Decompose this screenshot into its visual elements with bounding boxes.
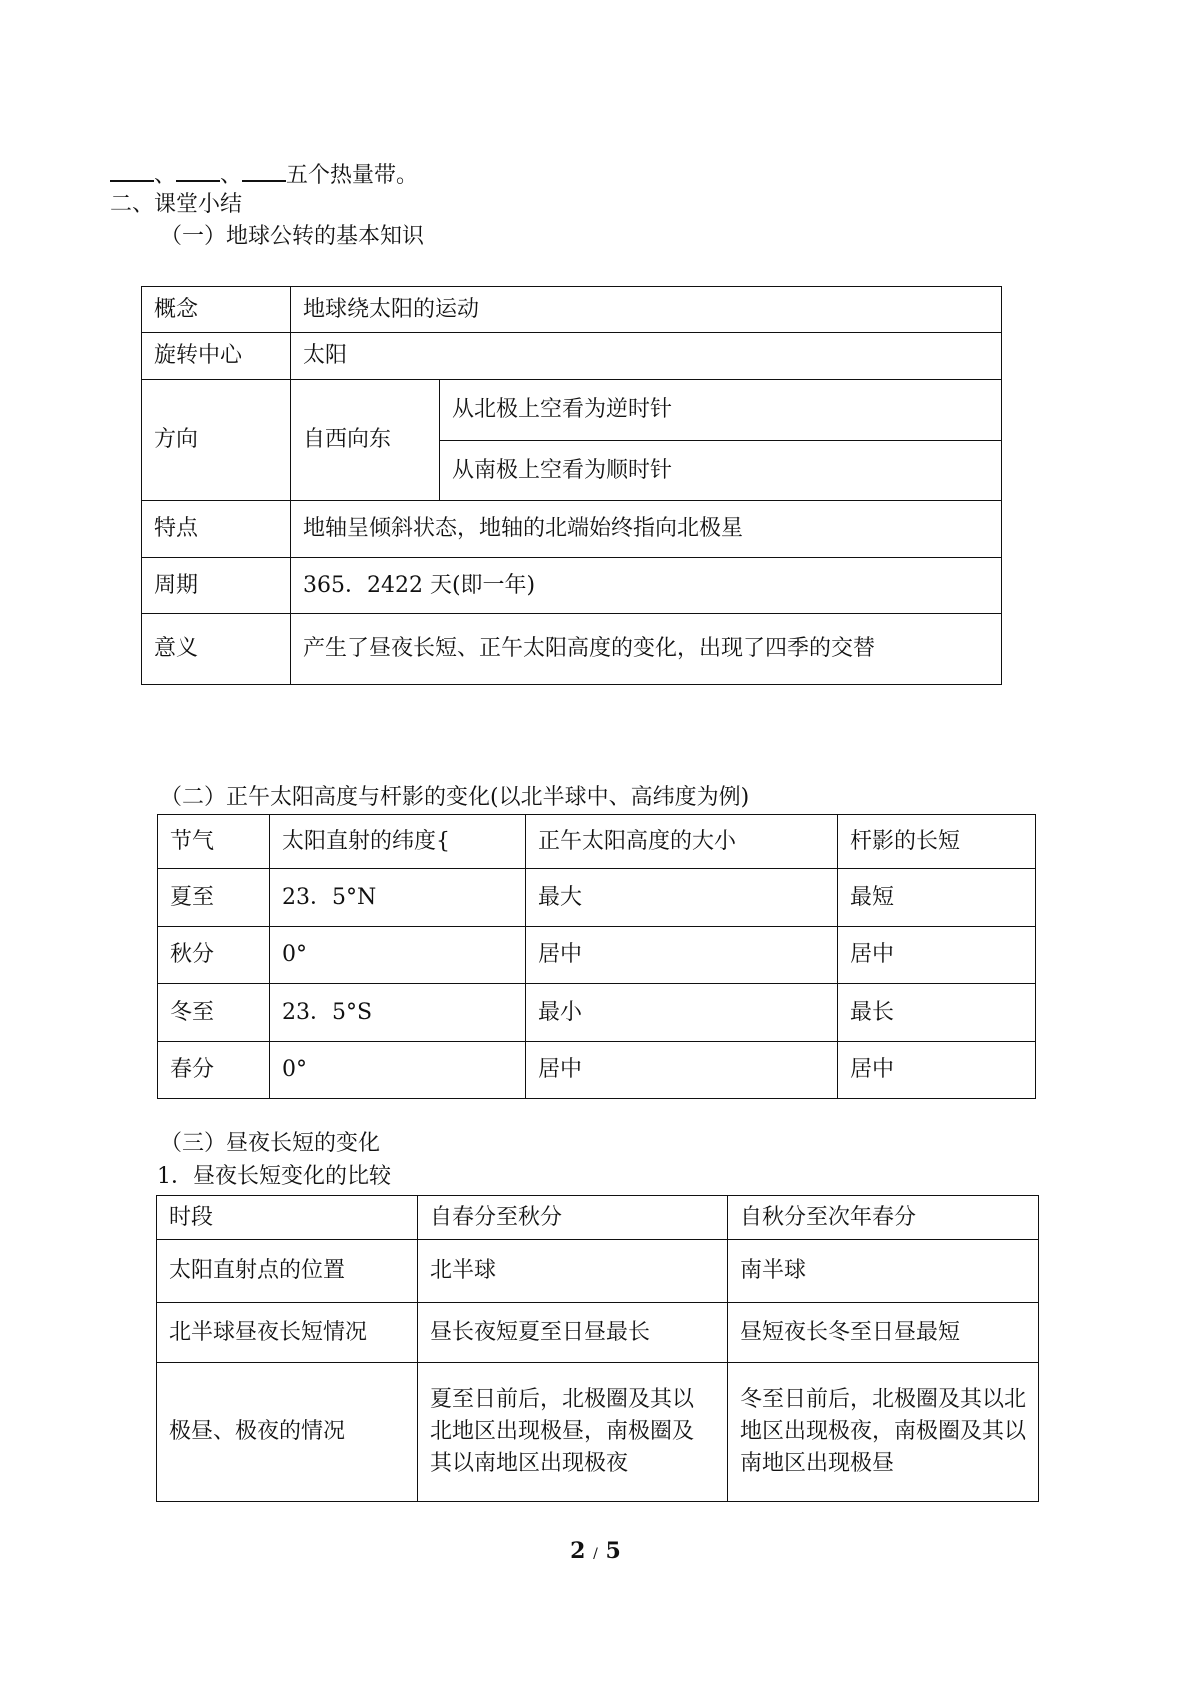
table-cell: 太阳直射点的位置	[157, 1240, 418, 1303]
intro-line	[110, 158, 418, 191]
table-cell: 23．5°N	[270, 869, 526, 927]
noon-sun-height-table	[157, 814, 1036, 1099]
table-cell: 最短	[838, 869, 1036, 927]
blank-separator: 、	[154, 163, 177, 188]
table-cell: 昼短夜长冬至日昼最短	[728, 1303, 1039, 1363]
page-separator: /	[593, 1546, 598, 1562]
table-cell: 太阳	[291, 333, 1002, 380]
table-cell: 昼长夜短夏至日昼最长	[418, 1303, 728, 1363]
table-cell: 北半球昼夜长短情况	[157, 1303, 418, 1363]
table-header-cell: 自秋分至次年春分	[728, 1196, 1039, 1240]
table-cell: 居中	[838, 927, 1036, 984]
table-header-cell: 节气	[158, 815, 270, 869]
subsection-heading: （二）正午太阳高度与杆影的变化(以北半球中、高纬度为例)	[160, 785, 750, 810]
table-cell: 夏至	[158, 869, 270, 927]
table-row	[158, 984, 1036, 1042]
blank-separator: 、	[220, 163, 243, 188]
table-cell: 居中	[838, 1042, 1036, 1099]
table-row	[157, 1303, 1039, 1363]
table-cell: 意义	[142, 614, 291, 685]
table-cell: 从北极上空看为逆时针	[440, 380, 1002, 441]
revolution-basics-table	[141, 286, 1002, 685]
table-row	[158, 1042, 1036, 1099]
table-cell: 最小	[526, 984, 838, 1042]
table-cell: 地球绕太阳的运动	[291, 287, 1002, 333]
table-header-cell: 时段	[157, 1196, 418, 1240]
table-header-cell: 杆影的长短	[838, 815, 1036, 869]
table-cell: 极昼、极夜的情况	[157, 1363, 418, 1502]
total-pages: 5	[605, 1538, 621, 1564]
table-cell: 365．2422 天(即一年)	[291, 558, 1002, 614]
table-cell: 旋转中心	[142, 333, 291, 380]
table-cell: 最大	[526, 869, 838, 927]
table-cell: 居中	[526, 1042, 838, 1099]
table-cell: 夏至日前后，北极圈及其以北地区出现极昼，南极圈及其以南地区出现极夜	[418, 1363, 728, 1502]
table-header-cell: 正午太阳高度的大小	[526, 815, 838, 869]
section-heading: 二、课堂小结	[110, 192, 243, 217]
table-cell: 春分	[158, 1042, 270, 1099]
table-header-cell: 太阳直射的纬度{	[270, 815, 526, 869]
table-cell: 特点	[142, 501, 291, 558]
subsection-heading: （三）昼夜长短的变化	[160, 1131, 381, 1156]
table-cell: 冬至	[158, 984, 270, 1042]
table-cell: 周期	[142, 558, 291, 614]
table-cell: 地轴呈倾斜状态，地轴的北端始终指向北极星	[291, 501, 1002, 558]
table-cell: 居中	[526, 927, 838, 984]
fill-blank	[110, 158, 154, 182]
table-cell: 产生了昼夜长短、正午太阳高度的变化，出现了四季的交替	[291, 614, 1002, 685]
table-cell: 方向	[142, 380, 291, 501]
day-night-comparison-table	[156, 1195, 1039, 1502]
table-row	[157, 1363, 1039, 1502]
table-cell: 0°	[270, 1042, 526, 1099]
intro-tail-text: 五个热量带。	[286, 163, 419, 188]
table-cell: 秋分	[158, 927, 270, 984]
table-cell: 最长	[838, 984, 1036, 1042]
page-number	[0, 1538, 1191, 1564]
table-row	[158, 869, 1036, 927]
table-cell: 冬至日前后，北极圈及其以北地区出现极夜，南极圈及其以南地区出现极昼	[728, 1363, 1039, 1502]
table-cell: 从南极上空看为顺时针	[440, 441, 1002, 501]
fill-blank	[176, 158, 220, 182]
table-cell: 自西向东	[291, 380, 440, 501]
table-header-cell: 自春分至秋分	[418, 1196, 728, 1240]
subsection-heading: （一）地球公转的基本知识	[160, 224, 425, 249]
fill-blank	[242, 158, 286, 182]
table-cell: 0°	[270, 927, 526, 984]
table-row	[158, 927, 1036, 984]
table-cell: 概念	[142, 287, 291, 333]
table-cell: 南半球	[728, 1240, 1039, 1303]
table-cell: 23．5°S	[270, 984, 526, 1042]
list-item-heading: 1．昼夜长短变化的比较	[157, 1164, 391, 1189]
table-row	[157, 1240, 1039, 1303]
current-page: 2	[570, 1538, 586, 1564]
table-cell: 北半球	[418, 1240, 728, 1303]
